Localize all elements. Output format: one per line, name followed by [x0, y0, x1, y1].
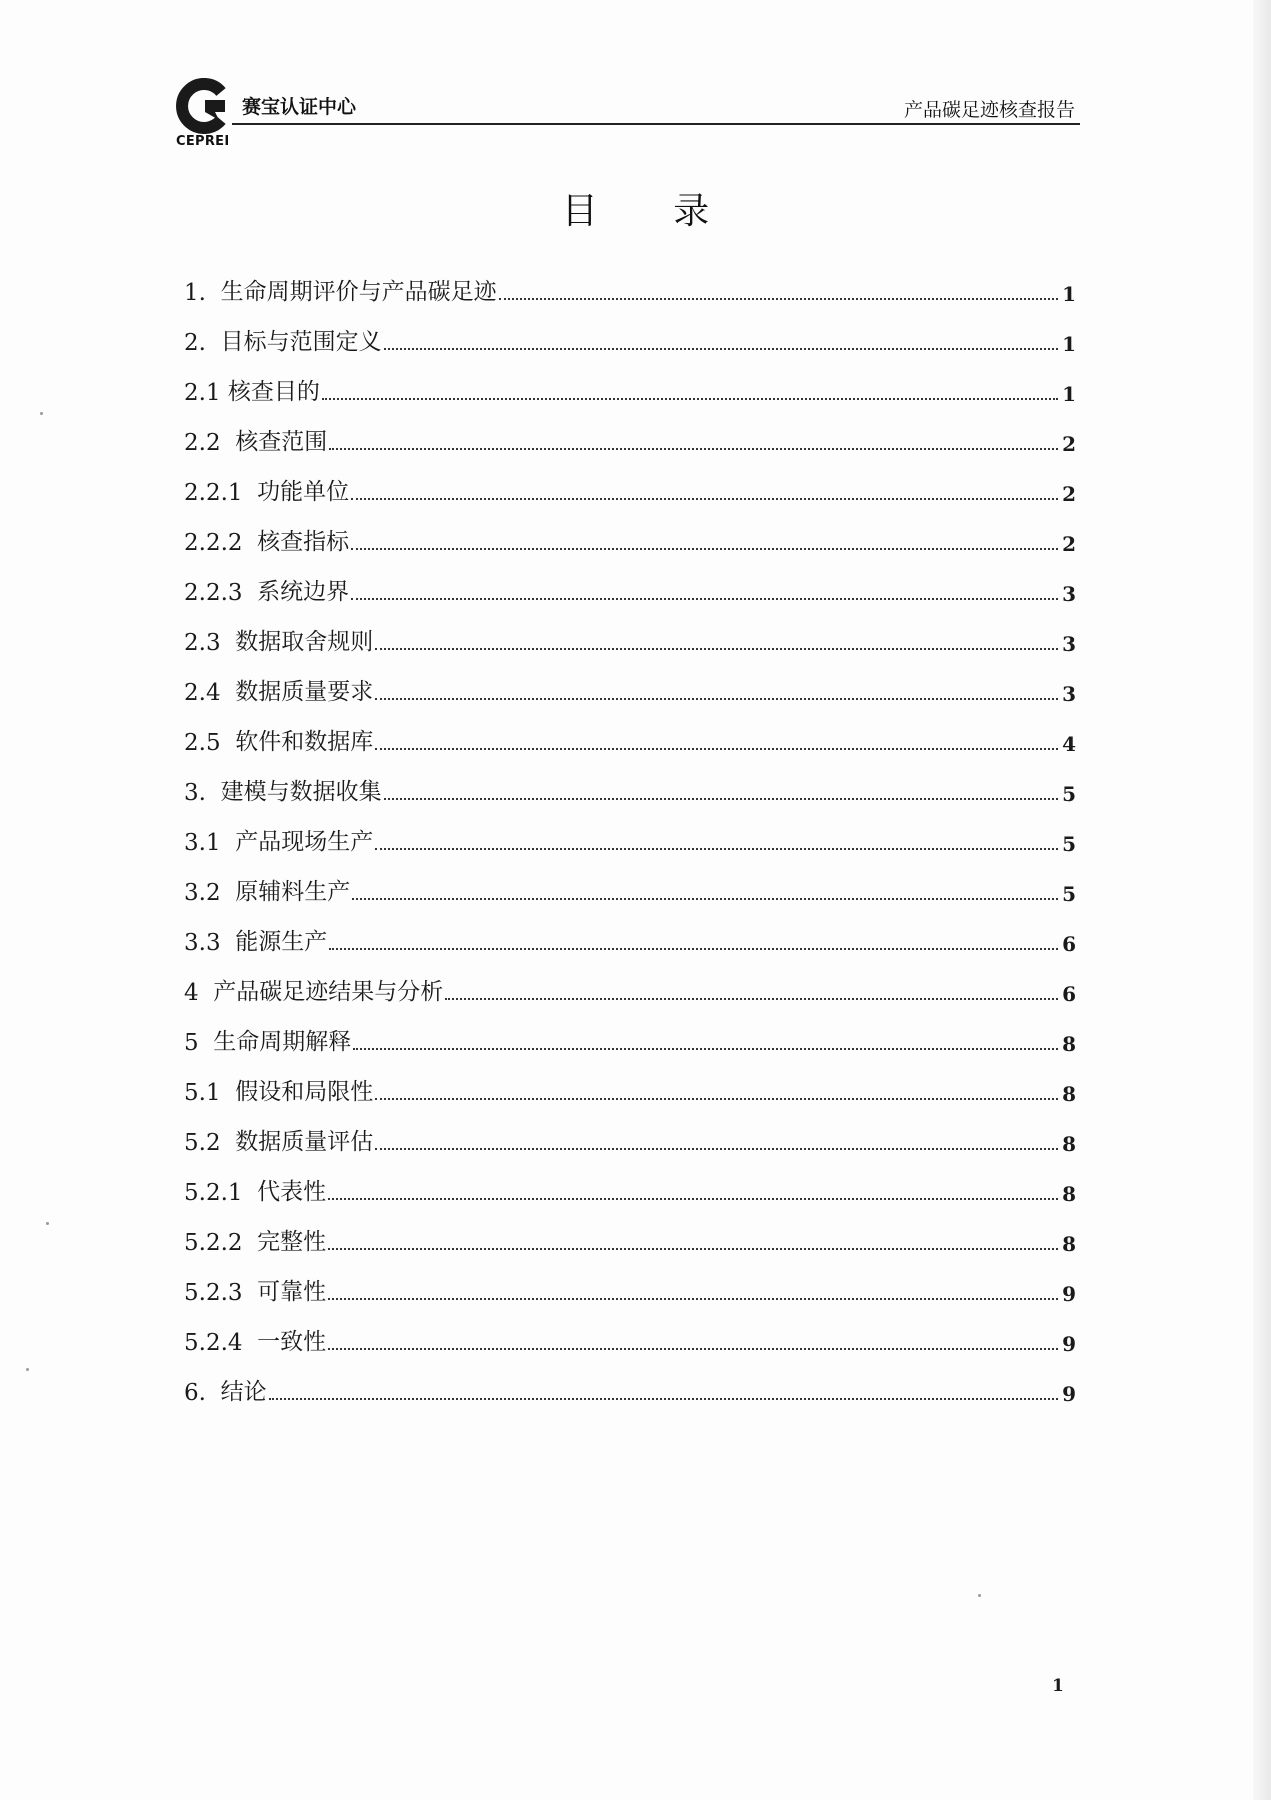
toc-entry-number: 5.2 [184, 1130, 236, 1156]
toc-leader-dots [375, 697, 1058, 700]
toc-entry-label: 数据质量评估 [235, 1129, 374, 1155]
toc-entry-number: 5.2.2 [184, 1230, 258, 1256]
toc-entry-number: 2.2 [184, 430, 236, 456]
toc-entry-label: 系统边界 [257, 579, 350, 605]
toc-entry-number: 5.2.1 [184, 1180, 258, 1206]
toc-entry-page: 3 [1062, 632, 1076, 656]
scan-speck [40, 412, 43, 415]
toc-entry[interactable] [184, 956, 1076, 1006]
toc-leader-dots [329, 947, 1058, 950]
toc-entry-page: 9 [1062, 1282, 1076, 1306]
toc-leader-dots [384, 347, 1058, 350]
toc-entry-page: 2 [1062, 482, 1076, 506]
logo-caption: CEPREI [176, 134, 230, 149]
toc-leader-dots [269, 1397, 1058, 1400]
toc-entry-page: 1 [1062, 332, 1076, 356]
toc-entry-number: 2.3 [184, 630, 236, 656]
toc-entry-page: 6 [1062, 932, 1076, 956]
toc-leader-dots [353, 1047, 1058, 1050]
toc-entry-page: 6 [1062, 982, 1076, 1006]
toc-leader-dots [352, 897, 1058, 900]
toc-entry-label: 软件和数据库 [235, 729, 374, 755]
toc-entry[interactable] [184, 756, 1076, 806]
toc-entry[interactable] [184, 1306, 1076, 1356]
toc-entry-label: 产品现场生产 [235, 829, 374, 855]
toc-entry-number: 1. [184, 280, 221, 306]
scan-speck [46, 1222, 49, 1225]
toc-leader-dots [384, 797, 1058, 800]
toc-entry-number: 5.1 [184, 1080, 236, 1106]
toc-entry-page: 8 [1062, 1182, 1076, 1206]
toc-entry-label: 代表性 [257, 1179, 327, 1205]
toc-entry-page: 8 [1062, 1032, 1076, 1056]
toc-entry-number: 2.2.2 [184, 530, 258, 556]
toc-entry[interactable] [184, 1356, 1076, 1406]
toc-entry-page: 9 [1062, 1332, 1076, 1356]
toc-entry-label: 核查目的 [227, 379, 320, 405]
toc-entry-number: 3.2 [184, 880, 236, 906]
toc-leader-dots [351, 597, 1058, 600]
table-of-contents [184, 256, 1076, 1406]
toc-entry-page: 2 [1062, 532, 1076, 556]
toc-entry[interactable] [184, 506, 1076, 556]
toc-leader-dots [499, 297, 1058, 300]
toc-entry[interactable] [184, 1156, 1076, 1206]
toc-entry-number: 2.2.1 [184, 480, 258, 506]
toc-entry-page: 4 [1062, 732, 1076, 756]
toc-entry-number: 6. [184, 1380, 221, 1406]
toc-entry[interactable] [184, 906, 1076, 956]
toc-leader-dots [328, 1247, 1058, 1250]
toc-leader-dots [328, 1197, 1058, 1200]
page-number: 1 [1052, 1676, 1064, 1696]
toc-entry-page: 5 [1062, 882, 1076, 906]
toc-entry[interactable] [184, 1206, 1076, 1256]
toc-entry[interactable] [184, 606, 1076, 656]
toc-entry-label: 原辅料生产 [235, 879, 351, 905]
toc-entry-label: 可靠性 [257, 1279, 327, 1305]
scan-edge [1253, 0, 1271, 1800]
report-title: 产品碳足迹核查报告 [903, 99, 1075, 121]
toc-entry-number: 2.5 [184, 730, 236, 756]
toc-entry-label: 产品碳足迹结果与分析 [213, 979, 444, 1005]
toc-entry-label: 建模与数据收集 [220, 779, 382, 805]
toc-entry-number: 5 [184, 1030, 214, 1056]
toc-entry[interactable] [184, 456, 1076, 506]
toc-entry-page: 1 [1062, 382, 1076, 406]
toc-entry-page: 3 [1062, 682, 1076, 706]
toc-entry-number: 3.3 [184, 930, 236, 956]
toc-entry[interactable] [184, 256, 1076, 306]
toc-entry-label: 核查指标 [257, 529, 350, 555]
toc-entry[interactable] [184, 556, 1076, 606]
toc-entry-label: 结论 [220, 1379, 267, 1405]
toc-entry-label: 目标与范围定义 [220, 329, 382, 355]
toc-leader-dots [328, 1347, 1058, 1350]
toc-entry[interactable] [184, 856, 1076, 906]
toc-entry-label: 完整性 [257, 1229, 327, 1255]
toc-leader-dots [375, 647, 1058, 650]
toc-entry[interactable] [184, 306, 1076, 356]
toc-entry-number: 2. [184, 330, 221, 356]
toc-leader-dots [375, 1097, 1058, 1100]
toc-title: 目 录 [561, 191, 742, 232]
ceprei-logo-icon [175, 78, 235, 134]
toc-entry-number: 2.4 [184, 680, 236, 706]
toc-entry-label: 数据取舍规则 [235, 629, 374, 655]
toc-entry[interactable] [184, 1256, 1076, 1306]
toc-entry-number: 2.1 [184, 380, 228, 406]
toc-entry-label: 生命周期解释 [213, 1029, 352, 1055]
toc-entry-label: 假设和局限性 [235, 1079, 374, 1105]
toc-entry-page: 8 [1062, 1132, 1076, 1156]
toc-entry-label: 核查范围 [235, 429, 328, 455]
toc-leader-dots [375, 1147, 1058, 1150]
toc-leader-dots [329, 447, 1058, 450]
toc-entry[interactable] [184, 356, 1076, 406]
toc-leader-dots [375, 847, 1058, 850]
toc-leader-dots [375, 747, 1058, 750]
toc-leader-dots [445, 997, 1058, 1000]
toc-entry[interactable] [184, 1106, 1076, 1156]
toc-entry-label: 生命周期评价与产品碳足迹 [220, 279, 497, 305]
toc-entry-number: 5.2.4 [184, 1330, 258, 1356]
toc-entry-number: 3.1 [184, 830, 236, 856]
toc-entry[interactable] [184, 656, 1076, 706]
scan-speck [26, 1368, 29, 1371]
toc-leader-dots [328, 1297, 1058, 1300]
toc-entry[interactable] [184, 1006, 1076, 1056]
toc-entry-page: 5 [1062, 782, 1076, 806]
toc-leader-dots [351, 497, 1058, 500]
toc-entry[interactable] [184, 1056, 1076, 1106]
toc-entry-label: 一致性 [257, 1329, 327, 1355]
scan-speck [978, 1594, 981, 1597]
toc-entry-page: 1 [1062, 282, 1076, 306]
toc-entry-number: 5.2.3 [184, 1280, 258, 1306]
header-rule [232, 123, 1080, 125]
toc-entry-label: 数据质量要求 [235, 679, 374, 705]
organization-name: 赛宝认证中心 [242, 96, 357, 118]
toc-entry-number: 3. [184, 780, 221, 806]
toc-leader-dots [322, 397, 1058, 400]
toc-entry-page: 8 [1062, 1082, 1076, 1106]
toc-entry-page: 5 [1062, 832, 1076, 856]
toc-entry-page: 8 [1062, 1232, 1076, 1256]
toc-entry-page: 9 [1062, 1382, 1076, 1406]
toc-entry-label: 功能单位 [257, 479, 350, 505]
toc-entry-number: 2.2.3 [184, 580, 258, 606]
toc-entry-label: 能源生产 [235, 929, 328, 955]
toc-entry-page: 2 [1062, 432, 1076, 456]
toc-entry[interactable] [184, 406, 1076, 456]
toc-leader-dots [351, 547, 1058, 550]
toc-entry-number: 4 [184, 980, 214, 1006]
toc-entry[interactable] [184, 806, 1076, 856]
toc-entry-page: 3 [1062, 582, 1076, 606]
toc-entry[interactable] [184, 706, 1076, 756]
